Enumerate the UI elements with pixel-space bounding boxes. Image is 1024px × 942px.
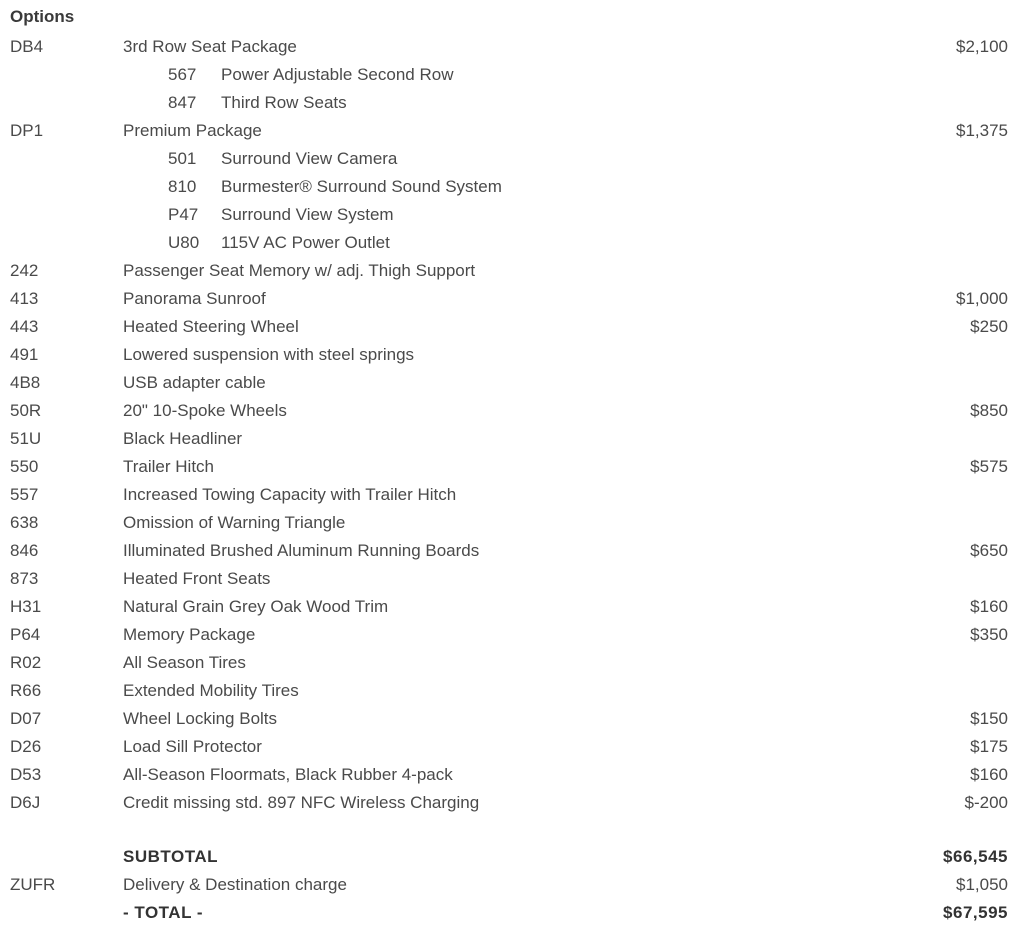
option-row bbox=[0, 705, 1024, 733]
total-row bbox=[0, 899, 1024, 927]
option-code: 638 bbox=[10, 513, 39, 532]
package-item-description: Surround View Camera bbox=[221, 149, 398, 168]
delivery-label: Delivery & Destination charge bbox=[123, 875, 347, 894]
option-code: 4B8 bbox=[10, 373, 41, 392]
option-price: $-200 bbox=[964, 793, 1008, 812]
option-description: Omission of Warning Triangle bbox=[123, 513, 346, 532]
package-item-description: Burmester® Surround Sound System bbox=[221, 177, 502, 196]
option-description: Load Sill Protector bbox=[123, 737, 262, 756]
package-item-code: 847 bbox=[168, 93, 197, 112]
option-price: $1,375 bbox=[956, 121, 1008, 140]
option-code: 846 bbox=[10, 541, 39, 560]
option-row bbox=[0, 425, 1024, 453]
option-code: 557 bbox=[10, 485, 39, 504]
option-code: P64 bbox=[10, 625, 41, 644]
total-value: $67,595 bbox=[943, 903, 1008, 922]
option-description: Lowered suspension with steel springs bbox=[123, 345, 415, 364]
option-description: Heated Steering Wheel bbox=[123, 317, 299, 336]
option-price: $650 bbox=[970, 541, 1008, 560]
package-item-row bbox=[0, 201, 1024, 229]
package-item-row bbox=[0, 61, 1024, 89]
option-description: Extended Mobility Tires bbox=[123, 681, 299, 700]
package-item-code: 501 bbox=[168, 149, 197, 168]
option-price: $850 bbox=[970, 401, 1008, 420]
option-price: $160 bbox=[970, 765, 1008, 784]
option-row bbox=[0, 33, 1024, 61]
option-description: Wheel Locking Bolts bbox=[123, 709, 278, 728]
package-item-row bbox=[0, 229, 1024, 257]
option-row bbox=[0, 117, 1024, 145]
totals-section bbox=[0, 843, 1024, 927]
delivery-value: $1,050 bbox=[956, 875, 1008, 894]
option-description: USB adapter cable bbox=[123, 373, 266, 392]
option-code: H31 bbox=[10, 597, 42, 616]
package-item-description: Third Row Seats bbox=[221, 93, 347, 112]
delivery-row bbox=[0, 871, 1024, 899]
package-item-description: Power Adjustable Second Row bbox=[221, 65, 454, 84]
package-item-code: 810 bbox=[168, 177, 197, 196]
option-price: $350 bbox=[970, 625, 1008, 644]
option-code: 413 bbox=[10, 289, 39, 308]
option-description: Natural Grain Grey Oak Wood Trim bbox=[123, 597, 389, 616]
option-row bbox=[0, 397, 1024, 425]
option-description: Premium Package bbox=[123, 121, 262, 140]
option-price: $150 bbox=[970, 709, 1008, 728]
option-row bbox=[0, 537, 1024, 565]
package-item-row bbox=[0, 89, 1024, 117]
option-code: DB4 bbox=[10, 37, 44, 56]
option-description: Panorama Sunroof bbox=[123, 289, 266, 308]
option-price: $575 bbox=[970, 457, 1008, 476]
package-item-description: Surround View System bbox=[221, 205, 394, 224]
option-row bbox=[0, 593, 1024, 621]
option-code: 550 bbox=[10, 457, 39, 476]
subtotal-label: SUBTOTAL bbox=[123, 847, 218, 866]
option-description: Passenger Seat Memory w/ adj. Thigh Support bbox=[123, 261, 476, 280]
option-row bbox=[0, 257, 1024, 285]
option-description: Credit missing std. 897 NFC Wireless Charging bbox=[123, 793, 480, 812]
subtotal-row bbox=[0, 843, 1024, 871]
options-list bbox=[0, 33, 1024, 817]
option-row bbox=[0, 285, 1024, 313]
option-description: Illuminated Brushed Aluminum Running Boards bbox=[123, 541, 480, 560]
option-code: 443 bbox=[10, 317, 39, 336]
option-row bbox=[0, 789, 1024, 817]
options-heading: Options bbox=[10, 7, 75, 26]
package-item-description: 115V AC Power Outlet bbox=[221, 233, 390, 252]
option-code: D26 bbox=[10, 737, 42, 756]
option-description: Trailer Hitch bbox=[123, 457, 214, 476]
package-item-code: P47 bbox=[168, 205, 199, 224]
option-description: All Season Tires bbox=[123, 653, 246, 672]
option-row bbox=[0, 565, 1024, 593]
option-price: $2,100 bbox=[956, 37, 1008, 56]
delivery-code: ZUFR bbox=[10, 875, 56, 894]
total-label: - TOTAL - bbox=[123, 903, 204, 922]
option-code: 873 bbox=[10, 569, 39, 588]
option-code: D07 bbox=[10, 709, 42, 728]
option-code: DP1 bbox=[10, 121, 44, 140]
option-row bbox=[0, 313, 1024, 341]
option-row bbox=[0, 761, 1024, 789]
option-price: $250 bbox=[970, 317, 1008, 336]
option-description: All-Season Floormats, Black Rubber 4-pack bbox=[123, 765, 453, 784]
option-description: Increased Towing Capacity with Trailer Hitch bbox=[123, 485, 457, 504]
option-row bbox=[0, 509, 1024, 537]
option-code: D53 bbox=[10, 765, 42, 784]
option-code: 491 bbox=[10, 345, 39, 364]
option-description: 3rd Row Seat Package bbox=[123, 37, 297, 56]
option-row bbox=[0, 733, 1024, 761]
option-code: D6J bbox=[10, 793, 41, 812]
package-item-code: U80 bbox=[168, 233, 200, 252]
package-item-code: 567 bbox=[168, 65, 197, 84]
option-description: Heated Front Seats bbox=[123, 569, 271, 588]
package-item-row bbox=[0, 173, 1024, 201]
option-row bbox=[0, 481, 1024, 509]
option-description: Black Headliner bbox=[123, 429, 243, 448]
option-price: $1,000 bbox=[956, 289, 1008, 308]
option-price: $160 bbox=[970, 597, 1008, 616]
option-code: 50R bbox=[10, 401, 42, 420]
option-row bbox=[0, 453, 1024, 481]
option-description: 20" 10-Spoke Wheels bbox=[123, 401, 287, 420]
option-row bbox=[0, 621, 1024, 649]
option-code: R66 bbox=[10, 681, 42, 700]
option-row bbox=[0, 341, 1024, 369]
option-code: 51U bbox=[10, 429, 42, 448]
subtotal-value: $66,545 bbox=[943, 847, 1008, 866]
option-code: 242 bbox=[10, 261, 39, 280]
option-price: $175 bbox=[970, 737, 1008, 756]
option-code: R02 bbox=[10, 653, 42, 672]
option-description: Memory Package bbox=[123, 625, 256, 644]
option-row bbox=[0, 649, 1024, 677]
option-row bbox=[0, 369, 1024, 397]
package-item-row bbox=[0, 145, 1024, 173]
option-row bbox=[0, 677, 1024, 705]
